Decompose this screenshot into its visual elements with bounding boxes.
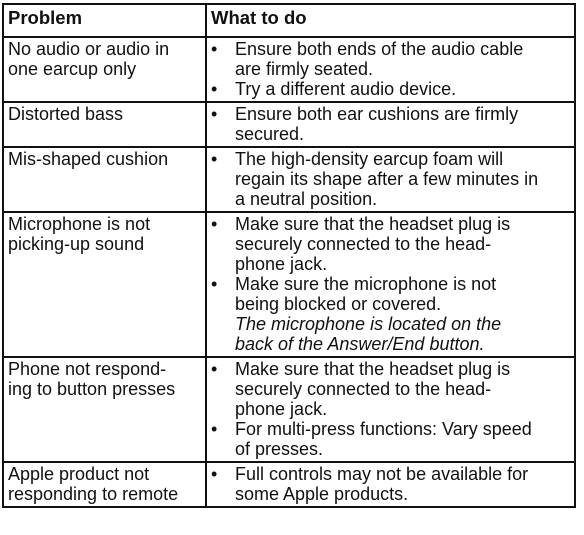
problem-line: ing to button presses xyxy=(8,379,176,399)
action-line: Try a different audio device. xyxy=(235,79,457,99)
action-cell xyxy=(206,102,575,147)
column-header-what-to-do: What to do xyxy=(206,4,575,37)
action-list xyxy=(211,149,570,209)
action-cell xyxy=(206,357,575,462)
action-cell xyxy=(206,147,575,212)
action-line: a neutral position. xyxy=(235,189,378,209)
action-line: securely connected to the head- xyxy=(235,379,492,399)
problem-cell xyxy=(3,212,206,357)
action-line: phone jack. xyxy=(235,254,328,274)
table-row xyxy=(3,147,575,212)
action-cell xyxy=(206,462,575,507)
table-header-row xyxy=(3,4,575,37)
action-cell xyxy=(206,37,575,102)
action-item xyxy=(211,79,570,99)
problem-cell xyxy=(3,462,206,507)
action-line: Ensure both ear cushions are firmly xyxy=(235,104,519,124)
action-item xyxy=(211,274,570,354)
action-list xyxy=(211,104,570,144)
microphone-location-note xyxy=(235,314,570,354)
action-item xyxy=(211,104,570,144)
action-line: For multi-press functions: Vary speed xyxy=(235,419,532,439)
problem-line: responding to remote xyxy=(8,484,179,504)
column-header-problem: Problem xyxy=(3,4,206,37)
action-item xyxy=(211,464,570,504)
problem-line: Mis-shaped cushion xyxy=(8,149,169,169)
problem-line: Distorted bass xyxy=(8,104,124,124)
action-list xyxy=(211,464,570,504)
action-list xyxy=(211,39,570,99)
table-row xyxy=(3,462,575,507)
action-line: secured. xyxy=(235,124,305,144)
action-line: Make sure that the headset plug is xyxy=(235,214,511,234)
problem-line: picking-up sound xyxy=(8,234,145,254)
table-row xyxy=(3,102,575,147)
problem-line: No audio or audio in xyxy=(8,39,170,59)
note-line: back of the Answer/End button. xyxy=(235,334,485,354)
table-row xyxy=(3,212,575,357)
problem-cell xyxy=(3,147,206,212)
problem-line: Phone not respond- xyxy=(8,359,167,379)
action-cell xyxy=(206,212,575,357)
action-list xyxy=(211,214,570,354)
action-line: The high-density earcup foam will xyxy=(235,149,504,169)
problem-cell xyxy=(3,37,206,102)
troubleshooting-table xyxy=(2,3,576,508)
action-item xyxy=(211,39,570,79)
table-row xyxy=(3,357,575,462)
problem-cell xyxy=(3,357,206,462)
action-item xyxy=(211,149,570,209)
action-line: Ensure both ends of the audio cable xyxy=(235,39,524,59)
action-item xyxy=(211,214,570,274)
action-line: phone jack. xyxy=(235,399,328,419)
problem-line: one earcup only xyxy=(8,59,137,79)
action-line: securely connected to the head- xyxy=(235,234,492,254)
note-line: The microphone is located on the xyxy=(235,314,502,334)
action-line: Make sure the microphone is not xyxy=(235,274,497,294)
problem-cell xyxy=(3,102,206,147)
action-line: being blocked or covered. xyxy=(235,294,442,314)
action-item xyxy=(211,419,570,459)
problem-line: Microphone is not xyxy=(8,214,151,234)
action-line: Full controls may not be available for xyxy=(235,464,529,484)
action-list xyxy=(211,359,570,459)
action-line: Make sure that the headset plug is xyxy=(235,359,511,379)
problem-line: Apple product not xyxy=(8,464,150,484)
action-line: regain its shape after a few minutes in xyxy=(235,169,539,189)
action-item xyxy=(211,359,570,419)
action-line: some Apple products. xyxy=(235,484,409,504)
table-row xyxy=(3,37,575,102)
action-line: are firmly seated. xyxy=(235,59,374,79)
action-line: of presses. xyxy=(235,439,324,459)
